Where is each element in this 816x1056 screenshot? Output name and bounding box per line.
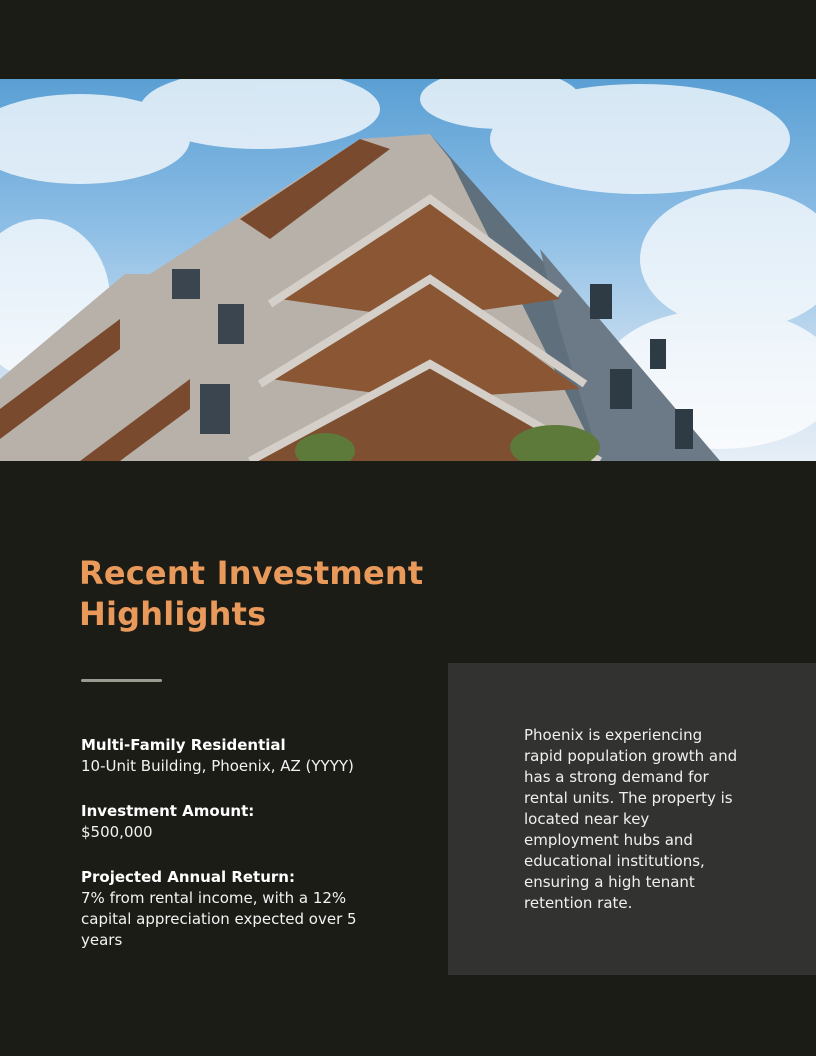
detail-label: Multi-Family Residential xyxy=(81,736,286,754)
hero-image xyxy=(0,79,816,461)
detail-investment-amount xyxy=(81,801,381,843)
detail-value: 10-Unit Building, Phoenix, AZ (YYYY) xyxy=(81,757,354,775)
section-title: Recent Investment Highlights xyxy=(79,554,424,633)
detail-projected-return xyxy=(81,867,381,951)
detail-value: $500,000 xyxy=(81,823,153,841)
market-context-panel xyxy=(448,663,816,975)
building-photo-illustration xyxy=(0,79,816,461)
title-divider xyxy=(81,679,162,682)
market-context-text: Phoenix is experiencing rapid population growth and has a strong demand for rental units. The property is located near key employment hubs and educational institutions, ensuring a high tenant retention rate. xyxy=(524,726,738,912)
investment-details xyxy=(81,735,381,975)
detail-label: Projected Annual Return: xyxy=(81,868,295,886)
detail-property-type xyxy=(81,735,381,777)
detail-label: Investment Amount: xyxy=(81,802,255,820)
detail-value: 7% from rental income, with a 12% capital appreciation expected over 5 years xyxy=(81,889,357,949)
